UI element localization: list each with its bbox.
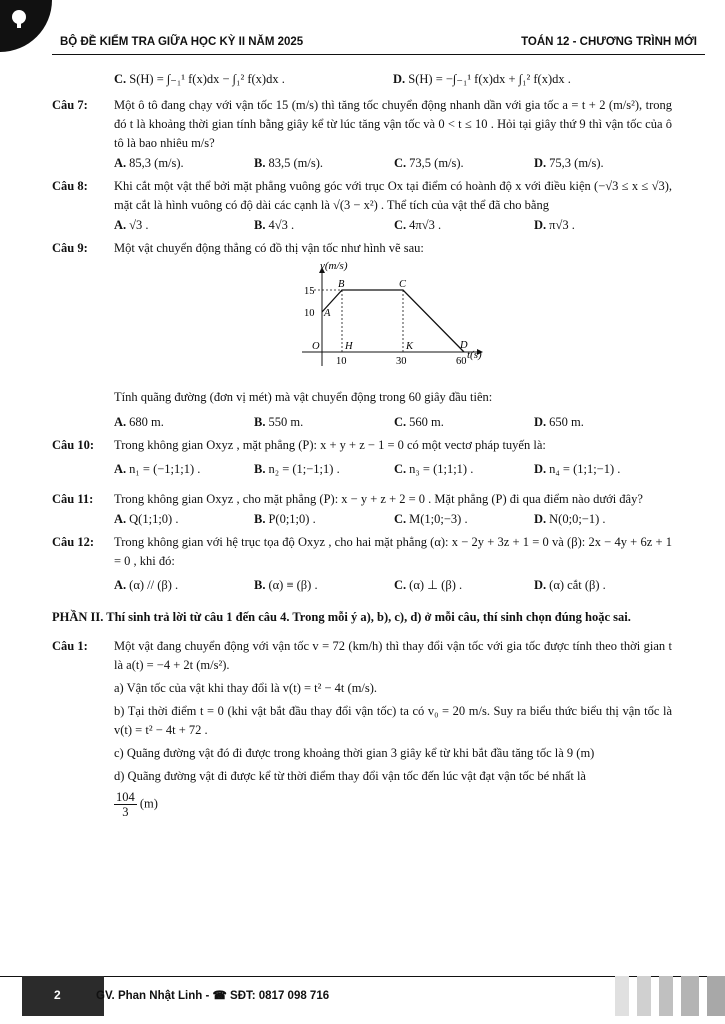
page-number-box	[22, 976, 104, 1016]
option-b: B. n₂ = (1;−1;1) .	[254, 462, 340, 476]
question-9-after	[52, 388, 672, 407]
question-label: Câu 8:	[52, 179, 88, 193]
q6-option-c-label: C.	[114, 72, 127, 86]
option-c: C. 4π√3 .	[394, 218, 442, 232]
option-a: A. n₁ = (−1;1;1) .	[114, 462, 201, 476]
page-number: 2	[54, 988, 61, 1002]
statement-d-value: $\frac{104}{3}$ (m)	[116, 790, 158, 819]
statement-d: d) Quãng đường vật đi được kể từ thời điểm thay đổi vận tốc đến lúc vật đạt vận tốc bé nhất là	[114, 769, 586, 783]
page-footer	[0, 976, 725, 1024]
y-tick-10: 10	[304, 308, 315, 319]
q6-option-d-label: D.	[393, 72, 406, 86]
option-d: D. N(0;0;−1) .	[534, 512, 606, 526]
question-10	[52, 436, 672, 455]
point-d: D	[460, 340, 468, 351]
velocity-line	[322, 290, 464, 352]
q8-options	[52, 216, 672, 235]
option-a: A. 85,3 (m/s).	[114, 156, 184, 170]
option-c: C. 560 m.	[394, 415, 444, 429]
option-d: D. (α) cắt (β) .	[534, 578, 606, 592]
question-12	[52, 533, 672, 571]
q9-options	[52, 413, 672, 432]
option-a: A. √3 .	[114, 218, 149, 232]
question-text: Tính quãng đường (đơn vị mét) mà vật chuyển động trong 60 giây đầu tiên:	[114, 390, 493, 404]
question-text: Khi cắt một vật thể bởi mặt phẳng vuông góc với trục Ox tại điểm có hoành độ x với điều kiện (−√3 ≤ x ≤ √3), mặt cắt là hình vuông có độ dài các cạnh là √(3 − x²) . Thể tích của vật thể đã cho bằng	[114, 179, 672, 212]
q10-options	[52, 456, 672, 482]
question-text: Trong không gian Oxyz , mặt phẳng (P): x + y + z − 1 = 0 có một vectơ pháp tuyến là:	[114, 438, 546, 452]
footer-author: GV. Phan Nhật Linh - ☎ SĐT: 0817 098 716	[96, 990, 330, 1002]
q11-options	[52, 510, 672, 529]
question-text: Một vật chuyển động thẳng có đồ thị vận tốc như hình vẽ sau:	[114, 241, 424, 255]
x-tick-10: 10	[336, 356, 347, 367]
question-text: Trong không gian với hệ trục tọa độ Oxyz , cho hai mặt phẳng (α): x − 2y + 3z + 1 = 0 và (β): 2x − 4y + 6z + 1 = 0 , khi đó:	[114, 535, 672, 568]
page-content	[52, 66, 672, 819]
point-b: B	[338, 279, 345, 290]
header-divider	[52, 54, 705, 55]
question-9	[52, 239, 672, 258]
q7-options	[52, 154, 672, 173]
question-label: Câu 1:	[52, 639, 88, 653]
question-label: Câu 9:	[52, 241, 88, 255]
option-b: B. 550 m.	[254, 415, 304, 429]
part-2-question-1	[52, 637, 672, 819]
question-label: Câu 10:	[52, 438, 95, 452]
question-11	[52, 490, 672, 509]
question-text: Một ô tô đang chạy với vận tốc 15 (m/s) thì tăng tốc chuyển động nhanh dần với gia tốc a = t + 2 (m/s²), trong đó t là khoảng thời gian tính bằng giây kể từ lúc tăng vận tốc và 0 < t ≤ 10 . Hỏi tại giây thứ 9 thì vận tốc của ô tô là bao nhiêu m/s?	[114, 98, 672, 150]
fraction: $\frac{104}{3}$	[116, 790, 135, 819]
velocity-graph	[282, 260, 502, 378]
part-2-title: PHẦN II. Thí sinh trả lời từ câu 1 đến câu 4. Trong mỗi ý a), b), c), d) ở mỗi câu, thí sinh chọn đúng hoặc sai.	[52, 610, 631, 624]
point-c: C	[399, 279, 407, 290]
question-7	[52, 96, 672, 153]
option-c: C. 73,5 (m/s).	[394, 156, 464, 170]
brain-icon	[8, 8, 30, 30]
point-a: A	[324, 308, 331, 319]
x-axis-label: t(s)	[467, 349, 482, 361]
option-a: A. (α) // (β) .	[114, 578, 179, 592]
y-tick-15: 15	[304, 286, 315, 297]
option-d: D. 75,3 (m/s).	[534, 156, 604, 170]
q6-options	[52, 66, 672, 92]
option-a: A. Q(1;1;0) .	[114, 512, 179, 526]
x-tick-60: 60	[456, 356, 467, 367]
question-label: Câu 11:	[52, 492, 94, 506]
option-d: D. π√3 .	[534, 218, 575, 232]
question-label: Câu 12:	[52, 535, 95, 549]
y-axis-label: v(m/s)	[320, 260, 348, 272]
statement-c: c) Quãng đường vật đó đi được trong khoảng thời gian 3 giây kể từ khi bắt đầu tăng tốc là 9 (m)	[114, 746, 595, 760]
option-b: B. P(0;1;0) .	[254, 512, 316, 526]
page-header	[0, 0, 725, 62]
option-d: D. n₄ = (1;1;−1) .	[534, 462, 621, 476]
option-b: B. (α) ≡ (β) .	[254, 578, 318, 592]
option-c: C. M(1;0;−3) .	[394, 512, 468, 526]
option-c: C. n₃ = (1;1;1) .	[394, 462, 474, 476]
option-c: C. (α) ⊥ (β) .	[394, 578, 463, 592]
question-text: Một vật đang chuyển động với vận tốc v = 72 (km/h) thì thay đổi vận tốc với gia tốc được tính theo thời gian t là a(t) = −4 + 2t (m/s²).	[114, 639, 672, 672]
logo	[0, 0, 52, 52]
point-h: H	[345, 341, 353, 352]
question-label: Câu 7:	[52, 98, 88, 112]
statement-b: b) Tại thời điểm t = 0 (khi vật bắt đầu thay đổi vận tốc) ta có v₀ = 20 m/s. Suy ra biểu thức biểu thị vận tốc là v(t) = t² − 4t + 72 .	[114, 704, 672, 737]
q6-option-c: S(H) = ∫₋₁¹ f(x)dx − ∫₁² f(x)dx .	[129, 72, 285, 86]
option-d: D. 650 m.	[534, 415, 584, 429]
option-b: B. 83,5 (m/s).	[254, 156, 323, 170]
option-b: B. 4√3 .	[254, 218, 295, 232]
question-8	[52, 177, 672, 215]
statement-a: a) Vận tốc của vật khi thay đổi là v(t) = t² − 4t (m/s).	[114, 681, 378, 695]
question-text: Trong không gian Oxyz , cho mặt phẳng (P): x − y + z + 2 = 0 . Mặt phẳng (P) đi qua điểm nào dưới đây?	[114, 492, 643, 506]
option-a: A. 680 m.	[114, 415, 164, 429]
header-title-left: BỘ ĐỀ KIỂM TRA GIỮA HỌC KỲ II NĂM 2025	[60, 36, 304, 48]
q6-option-d: S(H) = −∫₋₁¹ f(x)dx + ∫₁² f(x)dx .	[408, 72, 571, 86]
point-o: O	[312, 341, 320, 352]
footer-decoration	[615, 976, 725, 1016]
x-tick-30: 30	[396, 356, 407, 367]
q12-options	[52, 572, 672, 598]
header-title-right: TOÁN 12 - CHƯƠNG TRÌNH MỚI	[521, 36, 697, 48]
point-k: K	[406, 341, 414, 352]
